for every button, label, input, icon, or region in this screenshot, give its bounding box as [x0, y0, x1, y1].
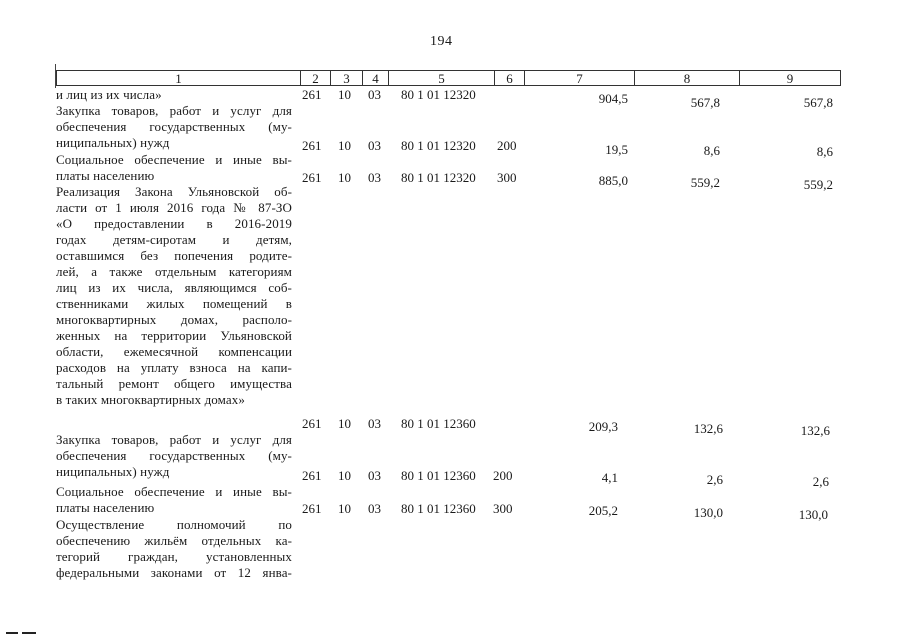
- cell-col7: 209,3: [588, 419, 618, 434]
- row-description-line: платы населению: [56, 168, 155, 183]
- cell-col8: 559,2: [690, 175, 720, 190]
- cell-col5: 80 1 01 12360: [401, 501, 476, 516]
- cell-col7: 4,1: [601, 470, 618, 485]
- cell-col3: 10: [338, 170, 351, 185]
- row-description-line: федеральными законами от 12 янва-: [56, 565, 292, 580]
- row-description-line: тальный ремонт общего имущества: [56, 376, 292, 391]
- page-number: 194: [430, 34, 453, 49]
- cell-col2: 261: [302, 468, 322, 483]
- cell-col3: 10: [338, 468, 351, 483]
- row-description-line: ниципальных) нужд: [56, 135, 170, 150]
- row-description-line: Закупка товаров, работ и услуг для: [56, 103, 292, 118]
- cell-col5: 80 1 01 12360: [401, 416, 476, 431]
- row-description-line: оставшимся без попечения родите-: [56, 248, 292, 263]
- row-description-line: области, ежемесячной компенсации: [56, 344, 292, 359]
- cell-col4: 03: [368, 138, 381, 153]
- row-description-line: Реализация Закона Ульяновской об-: [56, 184, 292, 199]
- scan-edge-mark: [6, 632, 18, 634]
- header-col-5: 5: [388, 70, 494, 86]
- cell-col9: 567,8: [803, 95, 833, 110]
- row-description-line: обеспечению жильём отдельных ка-: [56, 533, 292, 548]
- header-col-2: 2: [300, 70, 330, 86]
- row-description-line: расходов на уплату взноса на капи-: [56, 360, 292, 375]
- header-col-6: 6: [494, 70, 524, 86]
- cell-col2: 261: [302, 416, 322, 431]
- cell-col5: 80 1 01 12320: [401, 170, 476, 185]
- cell-col6: 300: [497, 170, 517, 185]
- cell-col3: 10: [338, 416, 351, 431]
- header-col-7: 7: [524, 70, 634, 86]
- cell-col7: 885,0: [598, 173, 628, 188]
- cell-col9: 2,6: [812, 474, 829, 489]
- cell-col9: 130,0: [798, 507, 828, 522]
- header-col-8: 8: [634, 70, 739, 86]
- row-description-line: в таких многоквартирных домах»: [56, 392, 245, 407]
- cell-col6: 200: [493, 468, 513, 483]
- cell-col8: 132,6: [693, 421, 723, 436]
- row-description-line: тегорий граждан, установленных: [56, 549, 292, 564]
- cell-col2: 261: [302, 501, 322, 516]
- cell-col6: 200: [497, 138, 517, 153]
- cell-col7: 19,5: [605, 142, 628, 157]
- cell-col8: 8,6: [703, 143, 720, 158]
- row-description-line: Социальное обеспечение и иные вы-: [56, 484, 292, 499]
- cell-col9: 559,2: [803, 177, 833, 192]
- cell-col4: 03: [368, 468, 381, 483]
- row-description-line: ниципальных) нужд: [56, 464, 170, 479]
- cell-col4: 03: [368, 501, 381, 516]
- cell-col4: 03: [368, 416, 381, 431]
- cell-col4: 03: [368, 170, 381, 185]
- row-description-line: «О предоставлении в 2016-2019: [56, 216, 292, 231]
- header-col-3: 3: [330, 70, 362, 86]
- cell-col9: 132,6: [800, 423, 830, 438]
- row-description-line: платы населению: [56, 500, 155, 515]
- cell-col5: 80 1 01 12320: [401, 87, 476, 102]
- cell-col7: 205,2: [588, 503, 618, 518]
- header-col-9: 9: [739, 70, 841, 86]
- row-description-line: годах детям-сиротам и детям,: [56, 232, 292, 247]
- cell-col8: 567,8: [690, 95, 720, 110]
- cell-col2: 261: [302, 87, 322, 102]
- cell-col4: 03: [368, 87, 381, 102]
- row-description-line: Закупка товаров, работ и услуг для: [56, 432, 292, 447]
- cell-col6: 300: [493, 501, 513, 516]
- cell-col8: 130,0: [693, 505, 723, 520]
- row-description-line: Осуществление полномочий по: [56, 517, 292, 532]
- cell-col7: 904,5: [598, 91, 628, 106]
- row-description-line: лей, а также отдельным категориям: [56, 264, 292, 279]
- cell-col5: 80 1 01 12360: [401, 468, 476, 483]
- row-description-line: ласти от 1 июля 2016 года № 87-ЗО: [56, 200, 292, 215]
- row-description-line: ственниками жилых помещений в: [56, 296, 292, 311]
- cell-col2: 261: [302, 170, 322, 185]
- row-description-line: обеспечения государственных (му-: [56, 119, 292, 134]
- header-col-1: 1: [56, 70, 300, 86]
- row-description-line: Социальное обеспечение и иные вы-: [56, 152, 292, 167]
- cell-col2: 261: [302, 138, 322, 153]
- row-description-line: женных на территории Ульяновской: [56, 328, 292, 343]
- row-description-line: обеспечения государственных (му-: [56, 448, 292, 463]
- scan-edge-mark: [22, 632, 36, 634]
- cell-col3: 10: [338, 501, 351, 516]
- header-col-4: 4: [362, 70, 388, 86]
- row-description-line: лиц из их числа, являющимся соб-: [56, 280, 292, 295]
- cell-col5: 80 1 01 12320: [401, 138, 476, 153]
- cell-col9: 8,6: [816, 144, 833, 159]
- row-description-line: и лиц из их числа»: [56, 87, 162, 102]
- cell-col3: 10: [338, 138, 351, 153]
- cell-col3: 10: [338, 87, 351, 102]
- row-description-line: многоквартирных домах, располо-: [56, 312, 292, 327]
- cell-col8: 2,6: [706, 472, 723, 487]
